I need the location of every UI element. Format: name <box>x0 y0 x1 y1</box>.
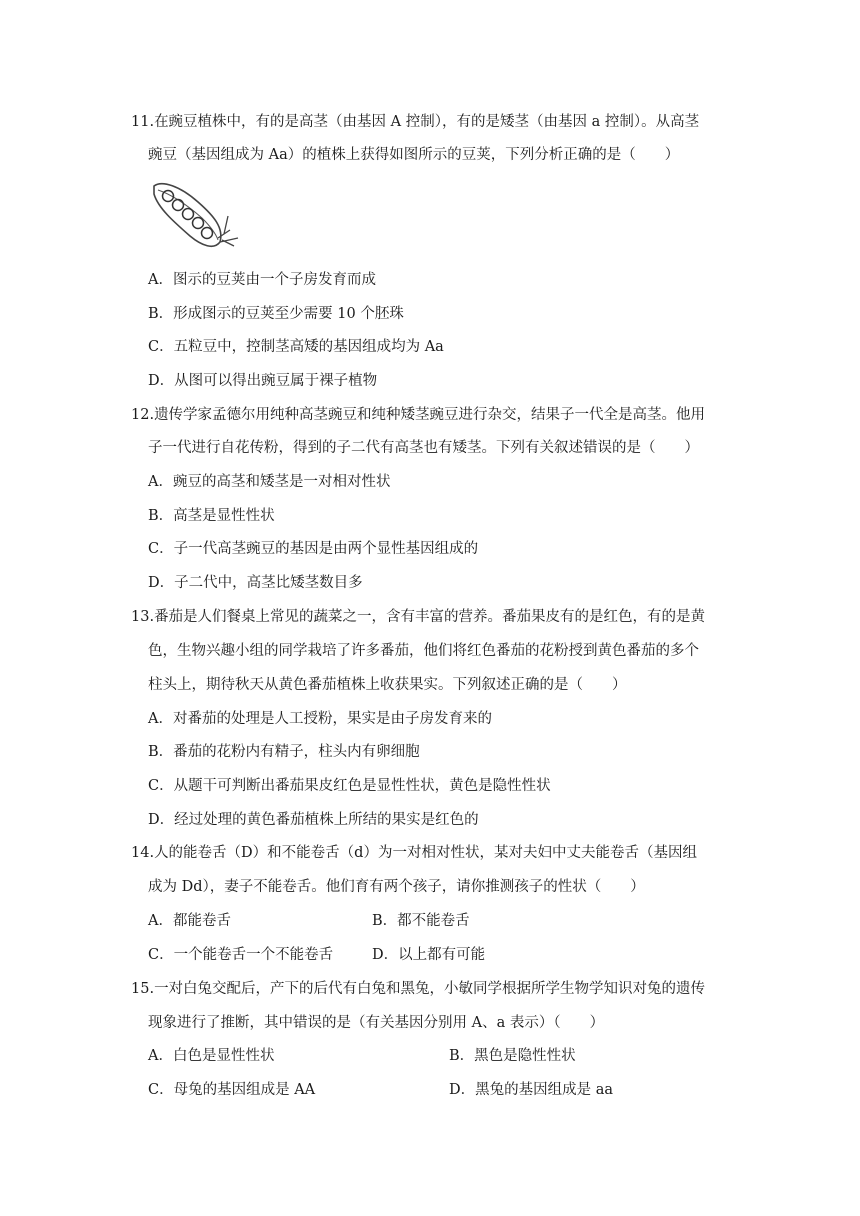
question-stem: 人的能卷舌（D）和不能卷舌（d）为一对相对性状，某对夫妇中丈夫能卷舌（基因组 <box>154 845 697 861</box>
option-b: B．都不能卷舌 <box>372 913 470 929</box>
question-stem-line: 成为 Dd），妻子不能卷舌。他们育有两个孩子，请你推测孩子的性状（ ） <box>148 879 645 895</box>
option-a: A．对番茄的处理是人工授粉，果实是由子房发育来的 <box>148 711 492 727</box>
option-d: D．经过处理的黄色番茄植株上所结的果实是红色的 <box>148 812 479 828</box>
option-d: D．从图可以得出豌豆属于裸子植物 <box>148 373 378 389</box>
question-13-line-1 <box>131 607 705 627</box>
option-a: A．图示的豆荚由一个子房发育而成 <box>148 272 376 288</box>
question-14-line-1 <box>131 843 697 863</box>
option-c: C．五粒豆中，控制茎高矮的基因组成均为 Aa <box>148 339 444 355</box>
option-c: C．一个能卷舌一个不能卷舌 <box>148 947 334 963</box>
question-number: 11. <box>131 114 155 130</box>
pea-pod-icon <box>150 180 242 250</box>
question-stem-line: 现象进行了推断，其中错误的是（有关基因分别用 A、a 表示）（ ） <box>148 1015 605 1031</box>
question-number: 15. <box>131 981 155 997</box>
question-number: 13. <box>131 609 155 625</box>
option-b: B．形成图示的豆荚至少需要 10 个胚珠 <box>148 306 404 322</box>
option-c: C．母兔的基因组成是 AA <box>148 1082 316 1098</box>
question-11-line-1 <box>131 112 699 132</box>
question-stem-line: 柱头上，期待秋天从黄色番茄植株上收获果实。下列叙述正确的是（ ） <box>148 677 627 693</box>
option-c: C．从题干可判断出番茄果皮红色是显性性状，黄色是隐性性状 <box>148 778 551 794</box>
question-stem: 番茄是人们餐桌上常见的蔬菜之一，含有丰富的营养。番茄果皮有的是红色，有的是黄 <box>154 609 706 625</box>
question-12-line-1 <box>131 405 705 425</box>
option-a: A．白色是显性性状 <box>148 1048 275 1064</box>
option-b: B．番茄的花粉内有精子，柱头内有卵细胞 <box>148 744 420 760</box>
question-stem-line: 豌豆（基因组成为 Aa）的植株上获得如图所示的豆荚，下列分析正确的是（ ） <box>148 147 680 163</box>
question-15-line-1 <box>131 979 705 999</box>
option-b: B．黑色是隐性性状 <box>449 1048 576 1064</box>
question-number: 14. <box>131 845 155 861</box>
question-number: 12. <box>131 407 155 423</box>
option-d: D．以上都有可能 <box>372 947 486 963</box>
question-stem-line: 子一代进行自花传粉，得到的子二代有高茎也有矮茎。下列有关叙述错误的是（ ） <box>148 440 699 456</box>
option-b: B．高茎是显性性状 <box>148 508 275 524</box>
question-stem-line: 色，生物兴趣小组的同学栽培了许多番茄，他们将红色番茄的花粉授到黄色番茄的多个 <box>148 643 699 659</box>
question-stem: 遗传学家孟德尔用纯种高茎豌豆和纯种矮茎豌豆进行杂交，结果子一代全是高茎。他用 <box>154 407 706 423</box>
option-a: A．豌豆的高茎和矮茎是一对相对性状 <box>148 474 391 490</box>
question-stem: 一对白兔交配后，产下的后代有白兔和黑兔，小敏同学根据所学生物学知识对兔的遗传 <box>154 981 706 997</box>
option-d: D．子二代中，高茎比矮茎数目多 <box>148 575 363 591</box>
option-d: D．黑兔的基因组成是 aa <box>449 1082 614 1098</box>
question-stem: 在豌豆植株中，有的是高茎（由基因 A 控制），有的是矮茎（由基因 a 控制）。从高茎 <box>154 114 700 130</box>
option-c: C．子一代高茎豌豆的基因是由两个显性基因组成的 <box>148 541 479 557</box>
option-a: A．都能卷舌 <box>148 913 231 929</box>
